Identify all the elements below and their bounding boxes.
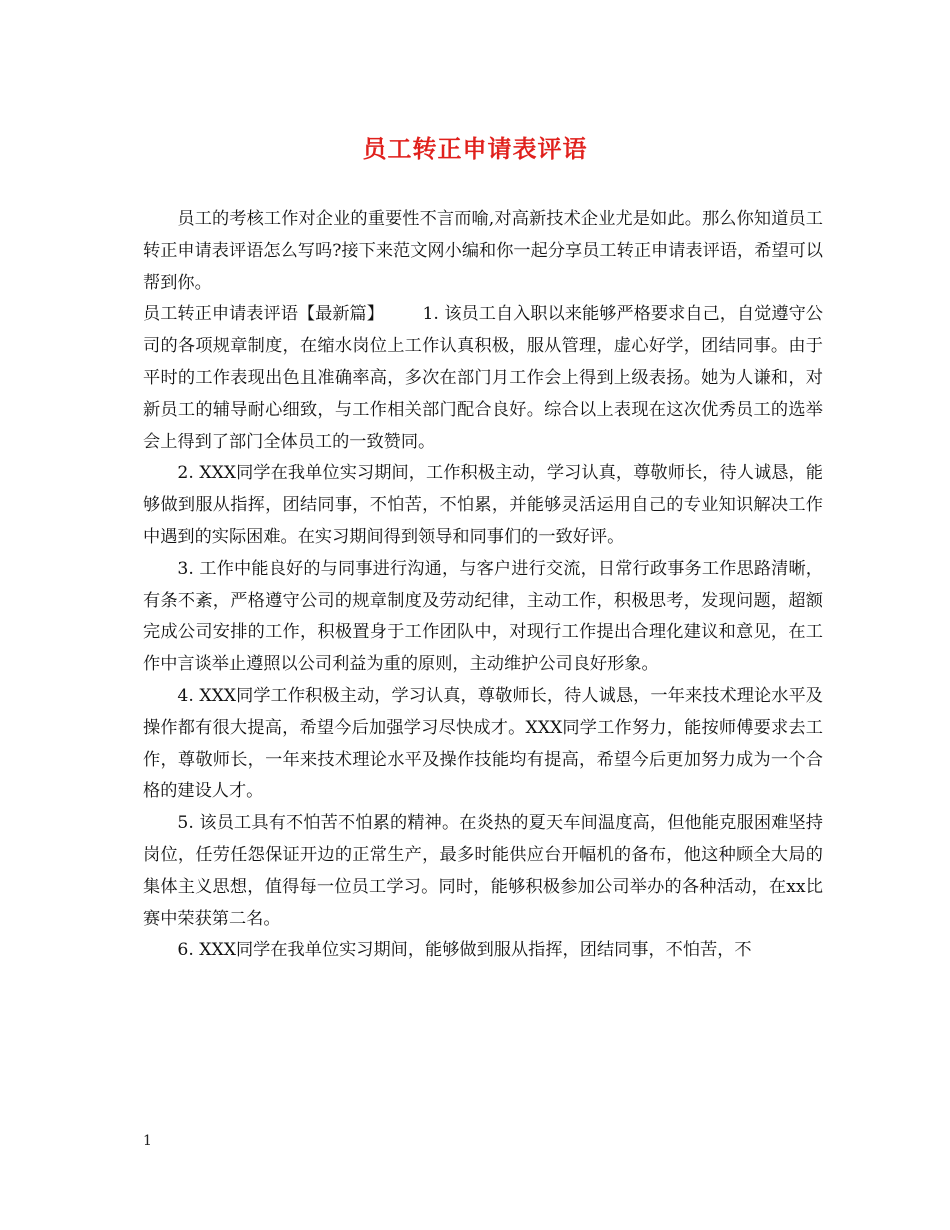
- intro-paragraph: 员工的考核工作对企业的重要性不言而喻,对高新技术企业尤是如此。那么你知道员工转正申请表评语怎么写吗?接下来范文网小编和你一起分享员工转正申请表评语，希望可以帮到你。: [143, 209, 823, 293]
- page-number: 1: [143, 1133, 152, 1149]
- item-2-paragraph: 2. XXX同学在我单位实习期间，工作积极主动，学习认真，尊敬师长，待人诚恳，能够做到服从指挥，团结同事，不怕苦，不怕累，并能够灵活运用自己的专业知识解决工作中遇到的实际困难。在实习期间得到领导和同事们的一致好评。: [143, 463, 823, 547]
- document-body: [143, 204, 823, 967]
- item-5-paragraph: 5. 该员工具有不怕苦不怕累的精神。在炎热的夏天车间温度高，但他能克服困难坚持岗位，任劳任怨保证开边的正常生产，最多时能供应台开幅机的备布，他这种顾全大局的集体主义思想，值得每一位员工学习。同时，能够积极参加公司举办的各种活动，在xx比赛中荣获第二名。: [143, 813, 823, 929]
- section-paragraph-1: [143, 299, 823, 458]
- document-title: 员工转正申请表评语: [362, 134, 588, 163]
- item-4-paragraph: 4. XXX同学工作积极主动，学习认真，尊敬师长，待人诚恳，一年来技术理论水平及操作都有很大提高，希望今后加强学习尽快成才。XXX同学工作努力，能按师傅要求去工作，尊敬师长，一年来技术理论水平及操作技能均有提高，希望今后更加努力成为一个合格的建设人才。: [143, 685, 823, 802]
- section-heading-gap: [384, 304, 422, 324]
- item-1-text: 1. 该员工自入职以来能够严格要求自己，自觉遵守公司的各项规章制度，在缩水岗位上工作认真积极，服从管理，虚心好学，团结同事。由于平时的工作表现出色且准确率高，多次在部门月工作会上得到上级表扬。她为人谦和，对新员工的辅导耐心细致，与工作相关部门配合良好。综合以上表现在这次优秀员工的选举会上得到了部门全体员工的一致赞同。: [143, 304, 823, 452]
- item-3-paragraph: 3. 工作中能良好的与同事进行沟通，与客户进行交流，日常行政事务工作思路清晰，有条不紊，严格遵守公司的规章制度及劳动纪律，主动工作，积极思考，发现问题，超额完成公司安排的工作，积极置身于工作团队中，对现行工作提出合理化建议和意见，在工作中言谈举止遵照以公司利益为重的原则，主动维护公司良好形象。: [143, 558, 823, 675]
- section-heading: 员工转正申请表评语【最新篇】: [143, 304, 384, 325]
- item-6-paragraph: 6. XXX同学在我单位实习期间，能够做到服从指挥，团结同事，不怕苦，不: [177, 940, 752, 961]
